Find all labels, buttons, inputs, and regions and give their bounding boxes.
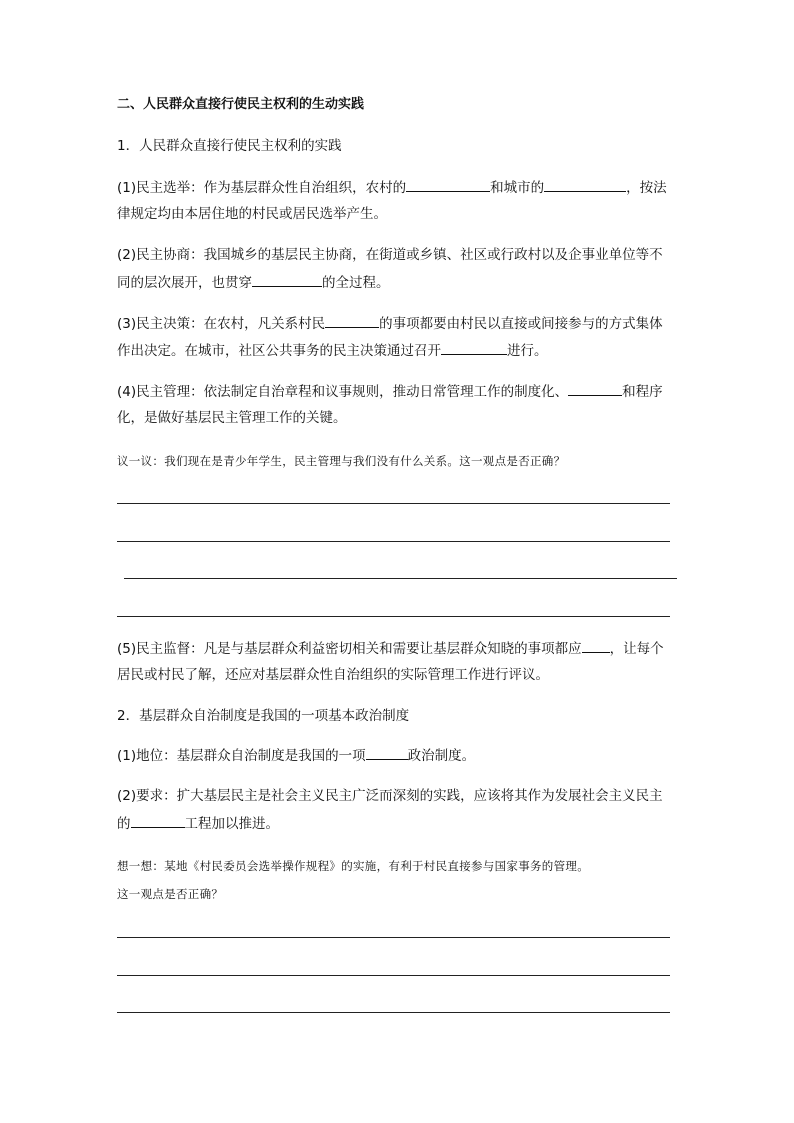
part2-p1-text-b: 政治制度。 [407, 748, 476, 764]
part2-p1 [117, 745, 475, 766]
p2-text-c: 的全过程。 [322, 275, 390, 291]
p5-text-a: (5)民主监督：凡是与基层群众利益密切相关和需要让基层群众知晓的事项都应 [117, 641, 582, 657]
section-title: 二、人民群众直接行使民主权利的生动实践 [117, 97, 365, 112]
p4-text-a: (4)民主管理：依法制定自治章程和议事规则，推动日常管理工作的制度化、 [117, 384, 569, 400]
answer-blank-5[interactable] [441, 340, 507, 355]
p4-text-b: 和程序 [622, 384, 663, 400]
p3-text-b: 的事项都要由村民以直接或间接参与的方式集体 [379, 316, 663, 332]
answer-line-3[interactable] [124, 578, 677, 579]
answer-blank-4[interactable] [325, 313, 379, 328]
p4-line1 [117, 381, 663, 402]
p1-text-a: (1)民主选举：作为基层群众性自治组织，农村的 [117, 180, 407, 196]
p2-line2 [117, 272, 390, 293]
p5-text-b: ，让每个 [609, 641, 664, 657]
p3-text-c: 作出决定。在城市，社区公共事务的民主决策通过召开 [117, 343, 441, 359]
part2-p2-text-b: 的 [117, 816, 131, 832]
answer-blank-2[interactable] [544, 177, 626, 192]
think-question-line2: 这一观点是否正确？ [117, 887, 224, 901]
part2-p2-line1: (2)要求：扩大基层民主是社会主义民主广泛而深刻的实践，应该将其作为发展社会主义民主 [117, 788, 663, 804]
p3-line1 [117, 313, 663, 334]
answer-blank-9[interactable] [131, 813, 185, 828]
answer-line-2[interactable] [117, 541, 670, 542]
answer-blank-8[interactable] [366, 745, 408, 760]
answer-blank-3[interactable] [252, 272, 322, 287]
p2-text-b: 同的层次展开，也贯穿 [117, 275, 252, 291]
part1-title: 1．人民群众直接行使民主权利的实践 [117, 138, 342, 154]
answer-line-1[interactable] [117, 503, 670, 504]
p3-text-a: (3)民主决策：在农村，凡关系村民 [117, 316, 326, 332]
think-question-line1: 想一想：某地《村民委员会选举操作规程》的实施，有利于村民直接参与国家事务的管理。 [117, 859, 589, 873]
part2-p2-line2 [117, 813, 279, 834]
p1-text-b: 和城市的 [490, 180, 545, 196]
answer-blank-6[interactable] [568, 381, 622, 396]
part2-p2-text-c: 工程加以推进。 [184, 816, 279, 832]
p1-line1 [117, 177, 667, 198]
answer-blank-7[interactable] [582, 638, 610, 653]
p3-text-d: 进行。 [507, 343, 548, 359]
answer-line-5[interactable] [117, 937, 670, 938]
discuss-question: 议一议：我们现在是青少年学生，民主管理与我们没有什么关系。这一观点是否正确？ [117, 454, 566, 468]
p5-line2: 居民或村民了解，还应对基层群众性自治组织的实际管理工作进行评议。 [117, 667, 549, 683]
p3-line2 [117, 340, 548, 361]
answer-line-4[interactable] [117, 616, 670, 617]
part2-title: 2．基层群众自治制度是我国的一项基本政治制度 [117, 708, 410, 724]
p4-line2: 化，是做好基层民主管理工作的关键。 [117, 410, 347, 426]
p5-line1 [117, 638, 664, 659]
p1-text-c: ，按法 [626, 180, 667, 196]
answer-line-7[interactable] [117, 1012, 670, 1013]
answer-blank-1[interactable] [406, 177, 490, 192]
p2-line1: (2)民主协商：我国城乡的基层民主协商，在街道或乡镇、社区或行政村以及企事业单位等不 [117, 247, 663, 263]
answer-line-6[interactable] [117, 975, 670, 976]
part2-p1-text-a: (1)地位：基层群众自治制度是我国的一项 [117, 748, 366, 764]
p1-line2: 律规定均由本居住地的村民或居民选举产生。 [117, 206, 387, 222]
